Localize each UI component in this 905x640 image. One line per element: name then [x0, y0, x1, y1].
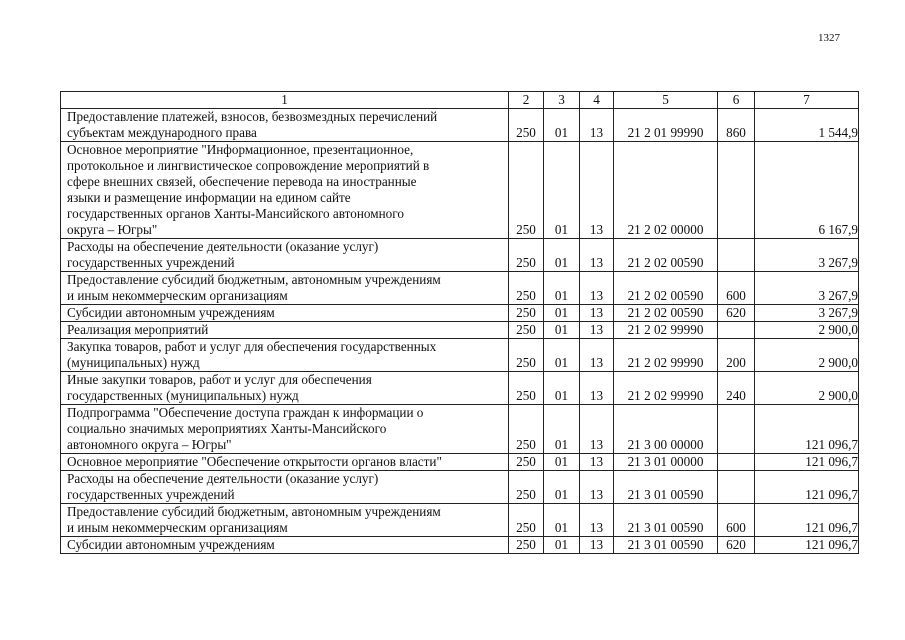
cell-rz: 01 — [544, 109, 580, 142]
cell-rz: 01 — [544, 405, 580, 454]
cell-rz: 01 — [544, 504, 580, 537]
table-row — [61, 305, 859, 322]
cell-name: Субсидии автономным учреждениям — [61, 537, 509, 554]
cell-pr: 13 — [580, 504, 614, 537]
cell-amount: 121 096,7 — [755, 504, 859, 537]
cell-vr: 860 — [718, 109, 755, 142]
cell-csr: 21 3 01 00000 — [614, 454, 718, 471]
cell-pr: 13 — [580, 471, 614, 504]
cell-vr: 240 — [718, 372, 755, 405]
cell-csr: 21 2 01 99990 — [614, 109, 718, 142]
cell-vr — [718, 454, 755, 471]
cell-amount: 121 096,7 — [755, 471, 859, 504]
cell-name: Расходы на обеспечение деятельности (оказание услуг) государственных учреждений — [61, 239, 509, 272]
table-row — [61, 454, 859, 471]
cell-ved: 250 — [509, 109, 544, 142]
header-cell-pr: 4 — [580, 92, 614, 109]
cell-rz: 01 — [544, 372, 580, 405]
cell-name: Предоставление субсидий бюджетным, автономным учреждениям и иным некоммерческим организациям — [61, 504, 509, 537]
cell-rz: 01 — [544, 272, 580, 305]
cell-rz: 01 — [544, 454, 580, 471]
header-cell-rz: 3 — [544, 92, 580, 109]
cell-vr — [718, 405, 755, 454]
cell-vr — [718, 471, 755, 504]
cell-name: Предоставление платежей, взносов, безвозмездных перечислений субъектам международного права — [61, 109, 509, 142]
cell-vr: 600 — [718, 272, 755, 305]
cell-amount: 3 267,9 — [755, 272, 859, 305]
cell-ved: 250 — [509, 504, 544, 537]
cell-ved: 250 — [509, 239, 544, 272]
cell-amount: 3 267,9 — [755, 305, 859, 322]
cell-amount: 121 096,7 — [755, 454, 859, 471]
table-row — [61, 504, 859, 537]
cell-name: Закупка товаров, работ и услуг для обеспечения государственных (муниципальных) нужд — [61, 339, 509, 372]
cell-vr: 620 — [718, 305, 755, 322]
cell-ved: 250 — [509, 142, 544, 239]
cell-pr: 13 — [580, 109, 614, 142]
table-row — [61, 339, 859, 372]
cell-pr: 13 — [580, 537, 614, 554]
cell-csr: 21 3 01 00590 — [614, 504, 718, 537]
cell-pr: 13 — [580, 322, 614, 339]
table-row — [61, 322, 859, 339]
cell-rz: 01 — [544, 339, 580, 372]
cell-amount: 2 900,0 — [755, 339, 859, 372]
cell-ved: 250 — [509, 405, 544, 454]
cell-pr: 13 — [580, 272, 614, 305]
page-number: 1327 — [818, 32, 840, 44]
cell-vr — [718, 239, 755, 272]
table-row — [61, 471, 859, 504]
cell-ved: 250 — [509, 471, 544, 504]
cell-ved: 250 — [509, 454, 544, 471]
cell-ved: 250 — [509, 339, 544, 372]
cell-csr: 21 3 00 00000 — [614, 405, 718, 454]
cell-vr — [718, 142, 755, 239]
cell-ved: 250 — [509, 322, 544, 339]
cell-ved: 250 — [509, 305, 544, 322]
budget-table-body — [61, 92, 859, 554]
cell-amount: 3 267,9 — [755, 239, 859, 272]
table-row — [61, 537, 859, 554]
table-row — [61, 239, 859, 272]
cell-name: Расходы на обеспечение деятельности (оказание услуг) государственных учреждений — [61, 471, 509, 504]
header-row — [61, 92, 859, 109]
cell-name: Основное мероприятие "Обеспечение открытости органов власти" — [61, 454, 509, 471]
cell-csr: 21 2 02 00590 — [614, 239, 718, 272]
cell-csr: 21 3 01 00590 — [614, 471, 718, 504]
cell-name: Подпрограмма "Обеспечение доступа граждан к информации о социально значимых мероприятиях Ханты-Мансийского автономного округа – Югры" — [61, 405, 509, 454]
budget-table — [60, 91, 859, 554]
cell-csr: 21 2 02 99990 — [614, 339, 718, 372]
cell-name: Предоставление субсидий бюджетным, автономным учреждениям и иным некоммерческим организациям — [61, 272, 509, 305]
cell-rz: 01 — [544, 305, 580, 322]
cell-pr: 13 — [580, 339, 614, 372]
cell-name: Субсидии автономным учреждениям — [61, 305, 509, 322]
cell-rz: 01 — [544, 537, 580, 554]
header-cell-amount: 7 — [755, 92, 859, 109]
cell-amount: 1 544,9 — [755, 109, 859, 142]
cell-vr: 600 — [718, 504, 755, 537]
cell-pr: 13 — [580, 454, 614, 471]
cell-amount: 2 900,0 — [755, 322, 859, 339]
cell-ved: 250 — [509, 272, 544, 305]
cell-amount: 6 167,9 — [755, 142, 859, 239]
cell-ved: 250 — [509, 372, 544, 405]
header-cell-ved: 2 — [509, 92, 544, 109]
cell-vr: 200 — [718, 339, 755, 372]
cell-csr: 21 2 02 99990 — [614, 372, 718, 405]
cell-rz: 01 — [544, 322, 580, 339]
cell-rz: 01 — [544, 142, 580, 239]
cell-rz: 01 — [544, 471, 580, 504]
cell-amount: 2 900,0 — [755, 372, 859, 405]
cell-vr: 620 — [718, 537, 755, 554]
header-cell-name: 1 — [61, 92, 509, 109]
cell-pr: 13 — [580, 372, 614, 405]
cell-csr: 21 2 02 00590 — [614, 305, 718, 322]
cell-name: Основное мероприятие "Информационное, презентационное, протокольное и лингвистическое сопровождение мероприятий в сфере внешних связей, обеспечение перевода на иностранные языки и размещение информации на едином сайте государственных органов Ханты-Мансийского автономного округа – Югры" — [61, 142, 509, 239]
cell-amount: 121 096,7 — [755, 537, 859, 554]
cell-csr: 21 2 02 99990 — [614, 322, 718, 339]
cell-vr — [718, 322, 755, 339]
header-cell-csr: 5 — [614, 92, 718, 109]
table-row — [61, 272, 859, 305]
cell-pr: 13 — [580, 305, 614, 322]
cell-rz: 01 — [544, 239, 580, 272]
cell-amount: 121 096,7 — [755, 405, 859, 454]
cell-csr: 21 3 01 00590 — [614, 537, 718, 554]
table-row — [61, 109, 859, 142]
table-row — [61, 405, 859, 454]
cell-pr: 13 — [580, 239, 614, 272]
cell-csr: 21 2 02 00590 — [614, 272, 718, 305]
cell-ved: 250 — [509, 537, 544, 554]
table-row — [61, 142, 859, 239]
cell-name: Реализация мероприятий — [61, 322, 509, 339]
header-cell-vr: 6 — [718, 92, 755, 109]
cell-name: Иные закупки товаров, работ и услуг для обеспечения государственных (муниципальных) нужд — [61, 372, 509, 405]
cell-csr: 21 2 02 00000 — [614, 142, 718, 239]
cell-pr: 13 — [580, 405, 614, 454]
table-row — [61, 372, 859, 405]
cell-pr: 13 — [580, 142, 614, 239]
